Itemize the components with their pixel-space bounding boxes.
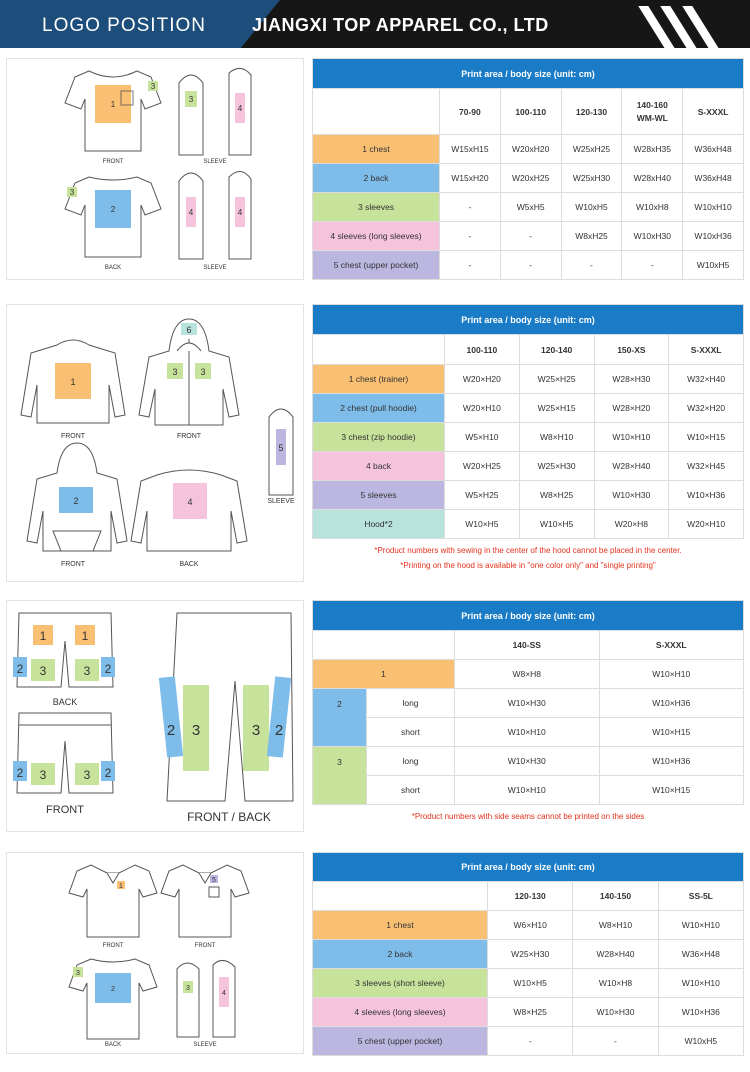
mark-1: 1 [70,377,76,387]
table-cell: W10×H10 [594,423,669,452]
mark-2: 2 [166,722,176,739]
table-cell: W10×H15 [669,423,744,452]
table-cell: W20xH20 [500,135,561,164]
mark-3: 3 [69,188,75,197]
table-cell: W10xH8 [622,193,683,222]
table-cell: W20×H25 [445,452,520,481]
table-cell: W15xH20 [440,164,501,193]
table-cell: W20×H20 [445,365,520,394]
row-label: 1 chest [313,135,440,164]
table-cell: W32×H45 [669,452,744,481]
table-cell: W10×H10 [599,660,744,689]
table-cell: W10×H15 [599,718,744,747]
row-label: 4 sleeves (long sleeves) [313,222,440,251]
table-cell: W28×H20 [594,394,669,423]
table-cell: W8×H10 [519,423,594,452]
row-label: 3 sleeves [313,193,440,222]
sleeve-label: SLEEVE [267,498,295,505]
pants-illustration-panel [6,600,304,832]
mark-6: 6 [186,325,192,335]
table-cell: - [573,1027,658,1056]
mark-3: 3 [39,664,47,678]
table-cell: W10×H30 [594,481,669,510]
back-label: BACK [104,1042,122,1048]
hoodie-size-table [312,304,744,582]
table-cell: W25xH30 [561,164,622,193]
row-label: 5 chest (upper pocket) [313,1027,488,1056]
sleeve-label: SLEEVE [203,265,227,271]
table-row [313,135,744,164]
mark-2: 2 [274,722,284,739]
table-cell: W10xH5 [561,193,622,222]
mark-5: 5 [212,877,216,884]
table-row [313,452,744,481]
row-label: 2 back [313,940,488,969]
mark-4: 4 [237,104,243,113]
table-caption: Print area / body size (unit: cm) [313,853,744,882]
table-cell: W28×H30 [594,365,669,394]
tshirt-illustration-panel [6,58,304,280]
table-cell: W20xH25 [500,164,561,193]
table-cell: W20×H10 [445,394,520,423]
table-cell: - [561,251,622,280]
row-label: 1 chest [313,911,488,940]
table-cell: W10xH30 [622,222,683,251]
table-cell: W36×H48 [658,940,743,969]
row-label: Hood*2 [313,510,445,539]
mark-4: 4 [222,990,226,997]
tshirt-size-table [312,58,744,280]
pants-illustration [7,601,305,833]
table-row [313,365,744,394]
table-caption: Print area / body size (unit: cm) [313,601,744,631]
row-label: 2 [313,689,367,747]
mark-2: 2 [104,766,112,780]
table-cell: - [440,251,501,280]
back-label: BACK [104,265,122,271]
size-header: S-XXXL [683,89,744,135]
table-cell: W5×H25 [445,481,520,510]
mark-1: 1 [81,629,89,643]
polo-size-table [312,852,744,1056]
front-label: FRONT [102,943,124,949]
size-header: 150-XS [594,335,669,365]
table-row [313,481,744,510]
table-cell: W10×H30 [573,998,658,1027]
row-label: 3 chest (zip hoodie) [313,423,445,452]
table-row [313,193,744,222]
table-row [313,911,744,940]
table-row [313,776,744,805]
table-cell: W10×H8 [573,969,658,998]
size-header: 70-90 [440,89,501,135]
table-cell: W6×H10 [488,911,573,940]
table-cell: W10×H10 [658,969,743,998]
front-label: FRONT [176,433,202,440]
table-cell: W10×H36 [599,747,744,776]
row-label: 2 back [313,164,440,193]
table-cell: - [440,193,501,222]
table-cell: W32×H20 [669,394,744,423]
table-cell: W5xH5 [500,193,561,222]
table-cell: W10×H10 [455,718,600,747]
table-cell: W28xH40 [622,164,683,193]
mark-1: 1 [39,629,47,643]
mark-3: 3 [251,722,261,739]
mark-3: 3 [83,664,91,678]
front-label: FRONT [102,159,124,165]
back-label: BACK [52,697,78,707]
pants-size-table [312,600,744,832]
mark-2: 2 [73,496,79,506]
table-cell: W28xH35 [622,135,683,164]
hoodie-illustration-panel [6,304,304,582]
table-row [313,394,744,423]
row-label: 1 [313,660,455,689]
table-row [313,718,744,747]
table-cell: W20×H10 [669,510,744,539]
mark-4: 4 [187,497,193,507]
mark-1: 1 [110,100,116,109]
row-label: 5 chest (upper pocket) [313,251,440,280]
table-row [313,747,744,776]
table-row [313,969,744,998]
row-label: 2 chest (pull hoodie) [313,394,445,423]
table-cell: W10×H5 [519,510,594,539]
front-label: FRONT [60,433,86,440]
sub-label: long [367,747,455,776]
mark-2: 2 [16,766,24,780]
table-cell: - [500,222,561,251]
table-cell: W10xH5 [683,251,744,280]
table-row [313,689,744,718]
table-cell: W10×H10 [658,911,743,940]
table-cell: W28×H40 [594,452,669,481]
size-header: 120-140 [519,335,594,365]
row-label: 1 chest (trainer) [313,365,445,394]
page-header [0,0,750,48]
table-cell: W5×H10 [445,423,520,452]
size-header: 100-110 [500,89,561,135]
table-cell: W10×H10 [455,776,600,805]
polo-illustration [7,853,305,1055]
mark-3: 3 [191,722,201,739]
table-row [313,940,744,969]
table-cell: W10×H36 [669,481,744,510]
table-cell: W20×H8 [594,510,669,539]
size-header: S-XXXL [669,335,744,365]
hood-note-2: *Printing on the hood is available in "one color only" and "single printing" [400,561,656,570]
mark-2: 2 [111,986,115,993]
back-label: BACK [179,561,199,568]
table-row [313,998,744,1027]
table-cell: - [500,251,561,280]
row-label: 4 back [313,452,445,481]
table-cell: W8×H25 [488,998,573,1027]
table-cell: W8×H25 [519,481,594,510]
sub-label: short [367,776,455,805]
table-cell: W10×H15 [599,776,744,805]
mark-3: 3 [172,367,178,377]
table-row [313,660,744,689]
table-cell: W36xH48 [683,135,744,164]
sleeve-label: SLEEVE [203,159,227,165]
size-header: 120-130 [561,89,622,135]
table-row [313,251,744,280]
row-label: 3 sleeves (short sleeve) [313,969,488,998]
mark-3: 3 [188,95,194,104]
size-header: S-XXXL [599,631,744,660]
table-row [313,164,744,193]
table-cell: W10xH5 [658,1027,743,1056]
table-caption: Print area / body size (unit: cm) [313,305,744,335]
mark-1: 1 [119,883,123,890]
table-cell: W10×H36 [658,998,743,1027]
size-header: 120-130 [488,882,573,911]
front-label: FRONT [194,943,216,949]
table-row [313,222,744,251]
table-cell: W25xH25 [561,135,622,164]
polo-illustration-panel [6,852,304,1054]
row-label: 3 [313,747,367,805]
mark-3: 3 [39,768,47,782]
table-row [313,423,744,452]
mark-3: 3 [200,367,206,377]
table-cell: W8×H8 [455,660,600,689]
mark-2: 2 [104,662,112,676]
table-row [313,510,744,539]
table-cell: - [622,251,683,280]
header-title: LOGO POSITION [42,15,206,36]
front-label: FRONT [46,804,84,816]
mark-3: 3 [186,985,190,992]
size-header: 140-150 [573,882,658,911]
size-header: 100-110 [445,335,520,365]
table-cell: W25×H15 [519,394,594,423]
sub-label: short [367,718,455,747]
table-caption: Print area / body size (unit: cm) [313,59,744,89]
table-cell: W25×H25 [519,365,594,394]
table-cell: W10×H30 [455,689,600,718]
table-cell: W10×H36 [599,689,744,718]
hood-note-1: *Product numbers with sewing in the center of the hood cannot be placed in the center. [374,546,682,555]
mark-2: 2 [16,662,24,676]
mark-3: 3 [83,768,91,782]
table-cell: W10×H5 [488,969,573,998]
company-name: JIANGXI TOP APPAREL CO., LTD [252,15,549,35]
table-cell: - [440,222,501,251]
mark-4: 4 [237,208,243,217]
mark-2: 2 [110,205,116,214]
table-cell: W32×H40 [669,365,744,394]
table-cell: W25×H30 [488,940,573,969]
mark-5: 5 [278,443,284,453]
front-label: FRONT [60,561,86,568]
row-label: 4 sleeves (long sleeves) [313,998,488,1027]
table-cell: W8×H10 [573,911,658,940]
table-cell: - [488,1027,573,1056]
table-row [313,1027,744,1056]
hoodie-illustration [7,305,305,583]
size-header: 140-160 WM-WL [622,89,683,135]
table-cell: W10×H5 [445,510,520,539]
table-cell: W10xH36 [683,222,744,251]
size-header: SS-5L [658,882,743,911]
table-cell: W25×H30 [519,452,594,481]
table-cell: W10×H30 [455,747,600,776]
table-cell: W8xH25 [561,222,622,251]
table-cell: W28×H40 [573,940,658,969]
table-cell: W36xH48 [683,164,744,193]
table-cell: W15xH15 [440,135,501,164]
row-label: 5 sleeves [313,481,445,510]
front-back-label: FRONT / BACK [187,810,271,824]
sleeve-label: SLEEVE [193,1042,217,1048]
mark-3: 3 [150,82,156,91]
table-cell: W10xH10 [683,193,744,222]
size-header: 140-SS [455,631,600,660]
side-seam-note: *Product numbers with side seams cannot be printed on the sides [411,812,645,821]
mark-3: 3 [76,970,80,977]
mark-4: 4 [188,208,194,217]
tshirt-illustration [7,59,305,281]
sub-label: long [367,689,455,718]
